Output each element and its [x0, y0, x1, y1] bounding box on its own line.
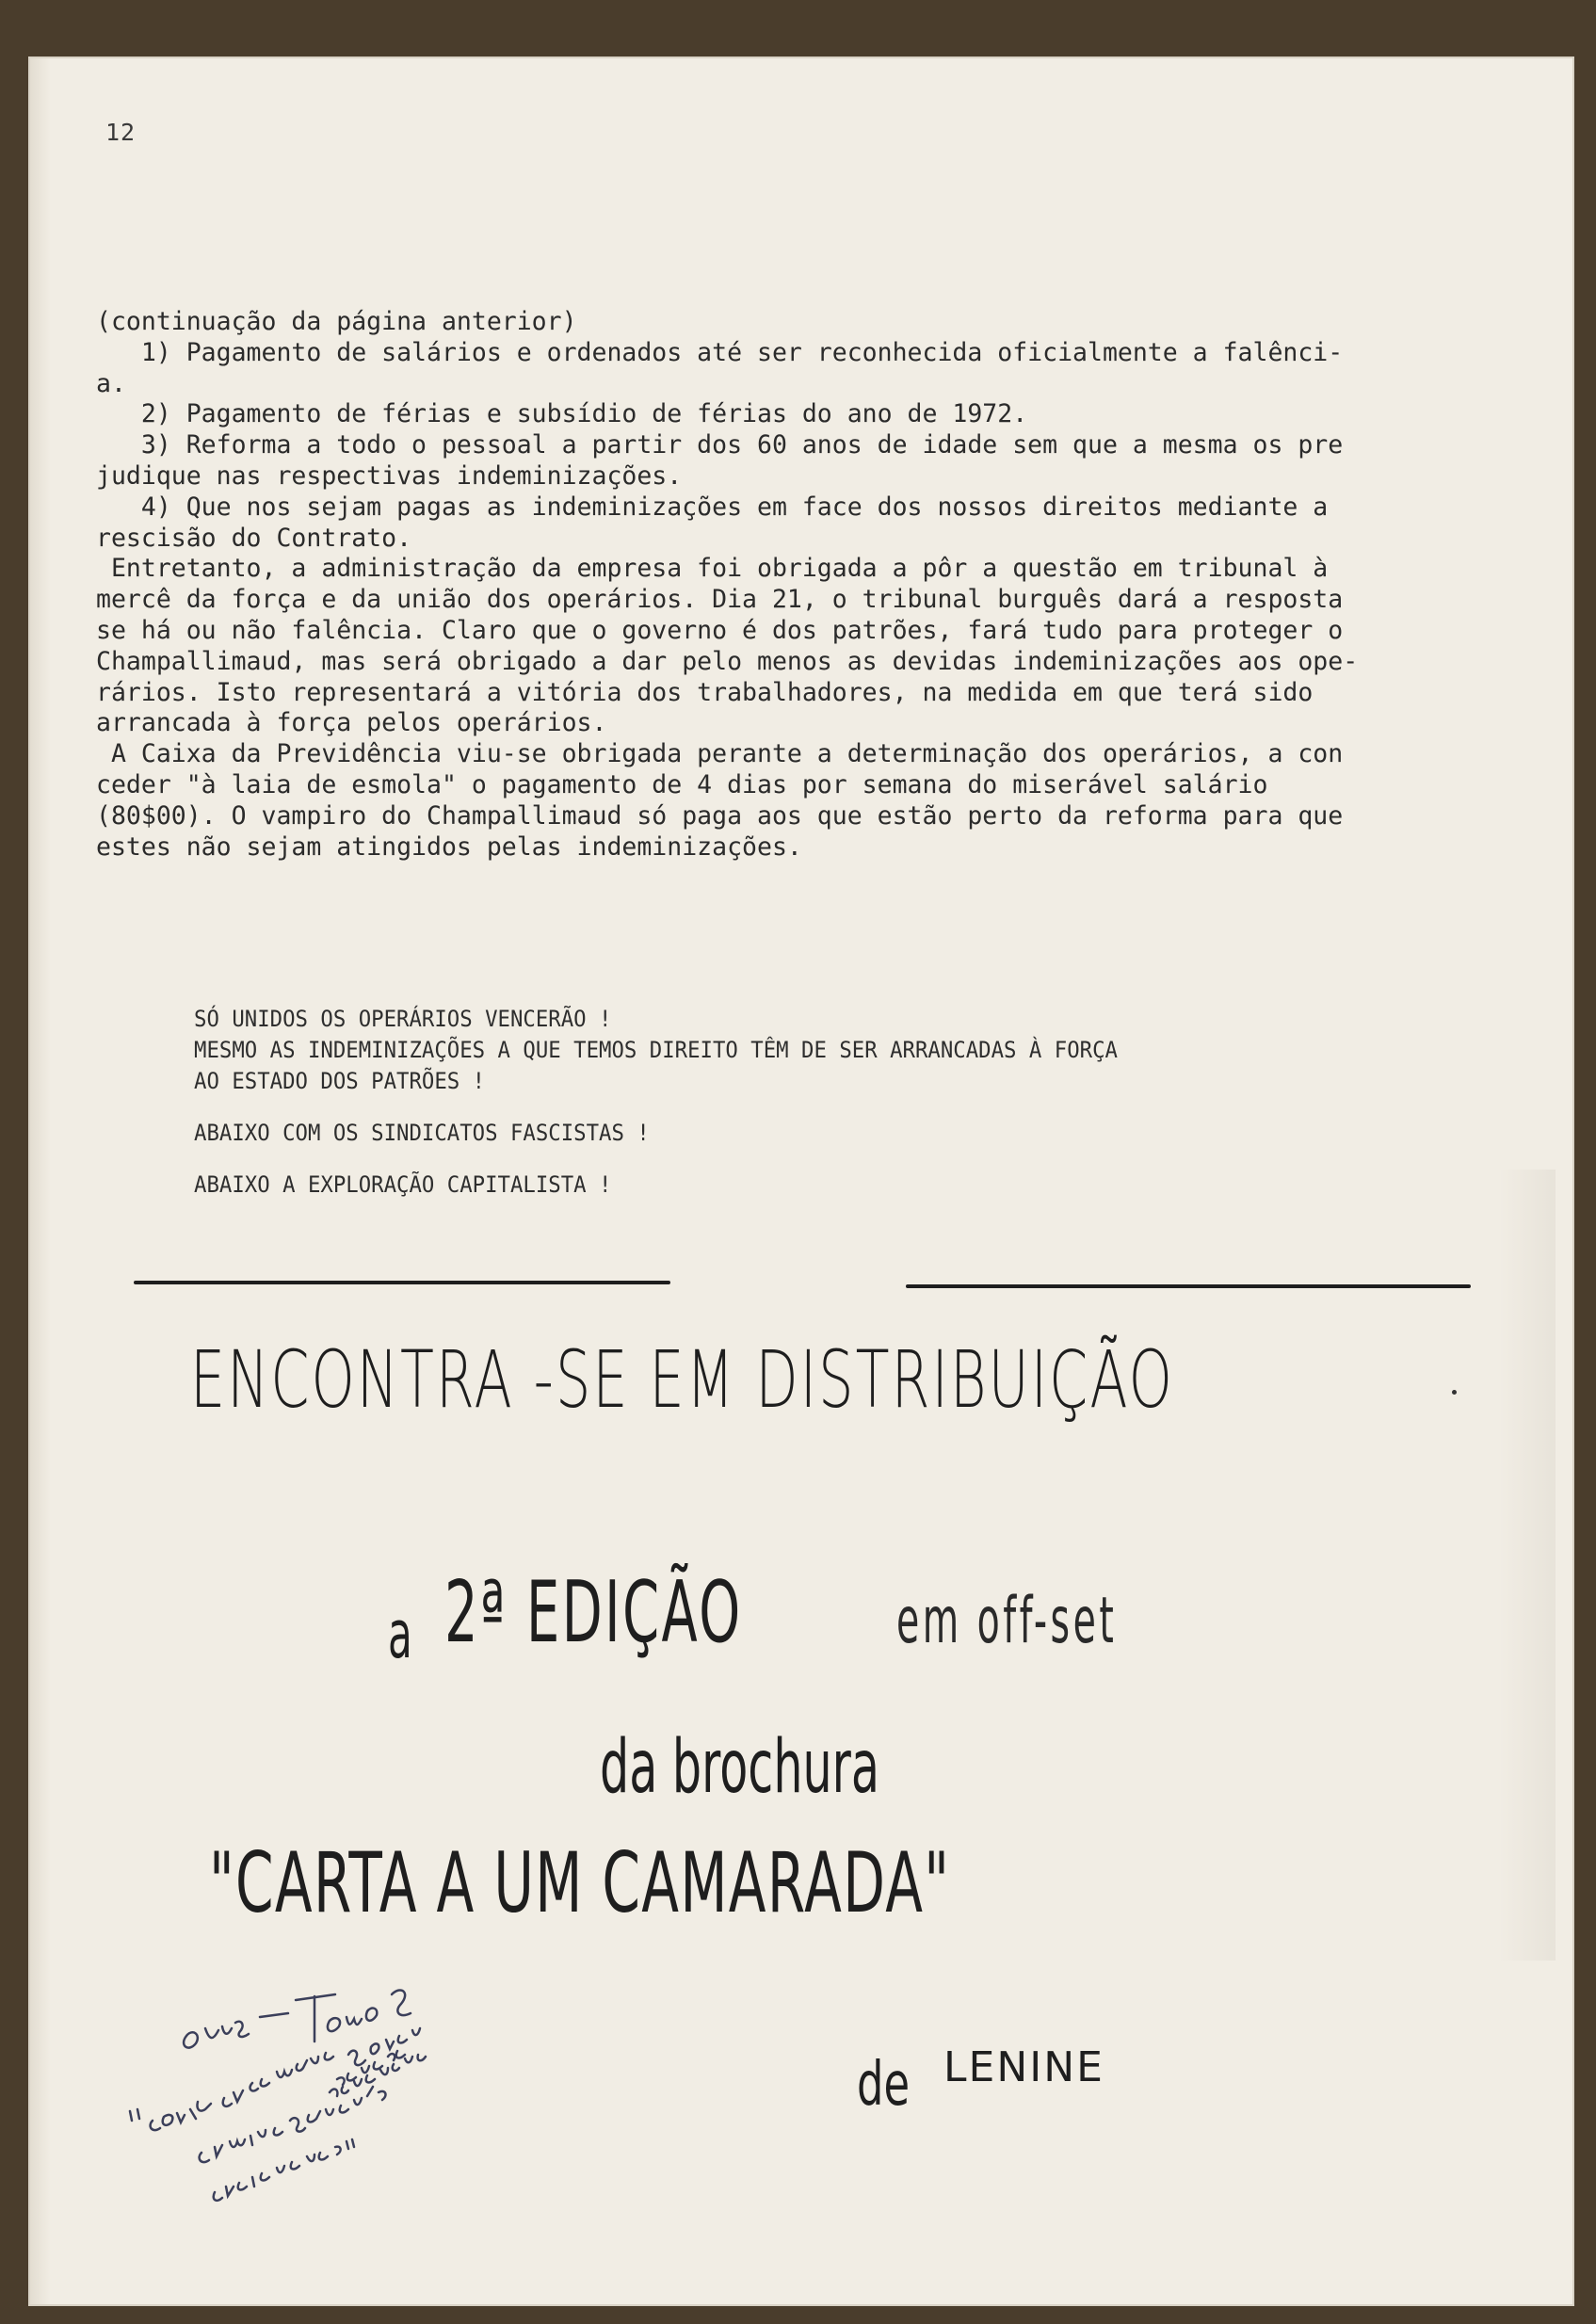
format-label: em off-set — [896, 1584, 1118, 1658]
brochure-label: da brochura — [600, 1725, 879, 1810]
announcement-headline: ENCONTRA -SE EM DISTRIBUIÇÃO — [190, 1333, 1175, 1426]
article-word: a — [388, 1596, 413, 1673]
by-label: de — [857, 2050, 911, 2120]
slogan: SÓ UNIDOS OS OPERÁRIOS VENCERÃO ! — [194, 1006, 612, 1032]
slogan: ABAIXO A EXPLORAÇÃO CAPITALISTA ! — [194, 1171, 612, 1198]
article-line: (continuação da página anterior) — [96, 307, 577, 336]
slogan: ABAIXO COM OS SINDICATOS FASCISTAS ! — [194, 1120, 650, 1146]
article-line: ceder "à laia de esmola" o pagamento de 4 dias por semana do miserável salário — [96, 769, 1268, 799]
edition-label: 2ª EDIÇÃO — [444, 1563, 743, 1662]
slogans-block — [194, 1004, 1420, 1201]
slogan: MESMO AS INDEMINIZAÇÕES A QUE TEMOS DIREITO TÊM DE SER ARRANCADAS À FORÇA — [194, 1037, 1118, 1063]
author-name: LENINE — [943, 2043, 1104, 2091]
article-line: (80$00). O vampiro do Champallimaud só paga aos que estão perto da reforma para que — [96, 800, 1344, 831]
article-line: se há ou não falência. Claro que o governo é dos patrões, fará tudo para proteger o — [96, 615, 1344, 645]
document-page — [30, 58, 1572, 2304]
slogan: AO ESTADO DOS PATRÕES ! — [194, 1068, 486, 1094]
article-line: A Caixa da Previdência viu-se obrigada perante a determinação dos operários, a con — [96, 739, 1344, 769]
edition-line — [369, 1563, 1118, 1727]
article-line: a. — [96, 368, 126, 398]
ink-dot — [1452, 1390, 1457, 1395]
show-through-shadow — [1499, 1170, 1556, 1961]
handwritten-annotation — [111, 1970, 563, 2215]
article-line: 2) Pagamento de férias e subsídio de férias do ano de 1972. — [96, 399, 1028, 429]
article-line: mercê da força e da união dos operários. Dia 21, o tribunal burguês dará a resposta — [96, 585, 1344, 615]
article-body — [96, 307, 1525, 863]
divider-right — [906, 1284, 1471, 1288]
article-line: rários. Isto representará a vitória dos trabalhadores, na medida em que terá sido — [96, 677, 1314, 707]
article-line: Champallimaud, mas será obrigado a dar pelo menos as devidas indeminizações aos ope- — [96, 646, 1359, 676]
article-line: 1) Pagamento de salários e ordenados até ser reconhecida oficialmente a falênci- — [96, 337, 1344, 367]
author-line — [838, 2032, 1104, 2155]
article-line: 3) Reforma a todo o pessoal a partir dos 60 anos de idade sem que a mesma os pre — [96, 430, 1344, 460]
article-line: rescisão do Contrato. — [96, 523, 412, 553]
brochure-title: "CARTA A UM CAMARADA" — [209, 1834, 951, 1931]
article-line: judique nas respectivas indeminizações. — [96, 460, 683, 491]
article-line: estes não sejam atingidos pelas indeminizações. — [96, 831, 802, 862]
article-line: Entretanto, a administração da empresa foi obrigada a pôr a questão em tribunal à — [96, 554, 1329, 584]
page-number: 12 — [105, 119, 137, 146]
article-line: arrancada à força pelos operários. — [96, 708, 607, 738]
article-line: 4) Que nos sejam pagas as indeminizações em face dos nossos direitos mediante a — [96, 492, 1329, 522]
divider-left — [134, 1281, 670, 1284]
